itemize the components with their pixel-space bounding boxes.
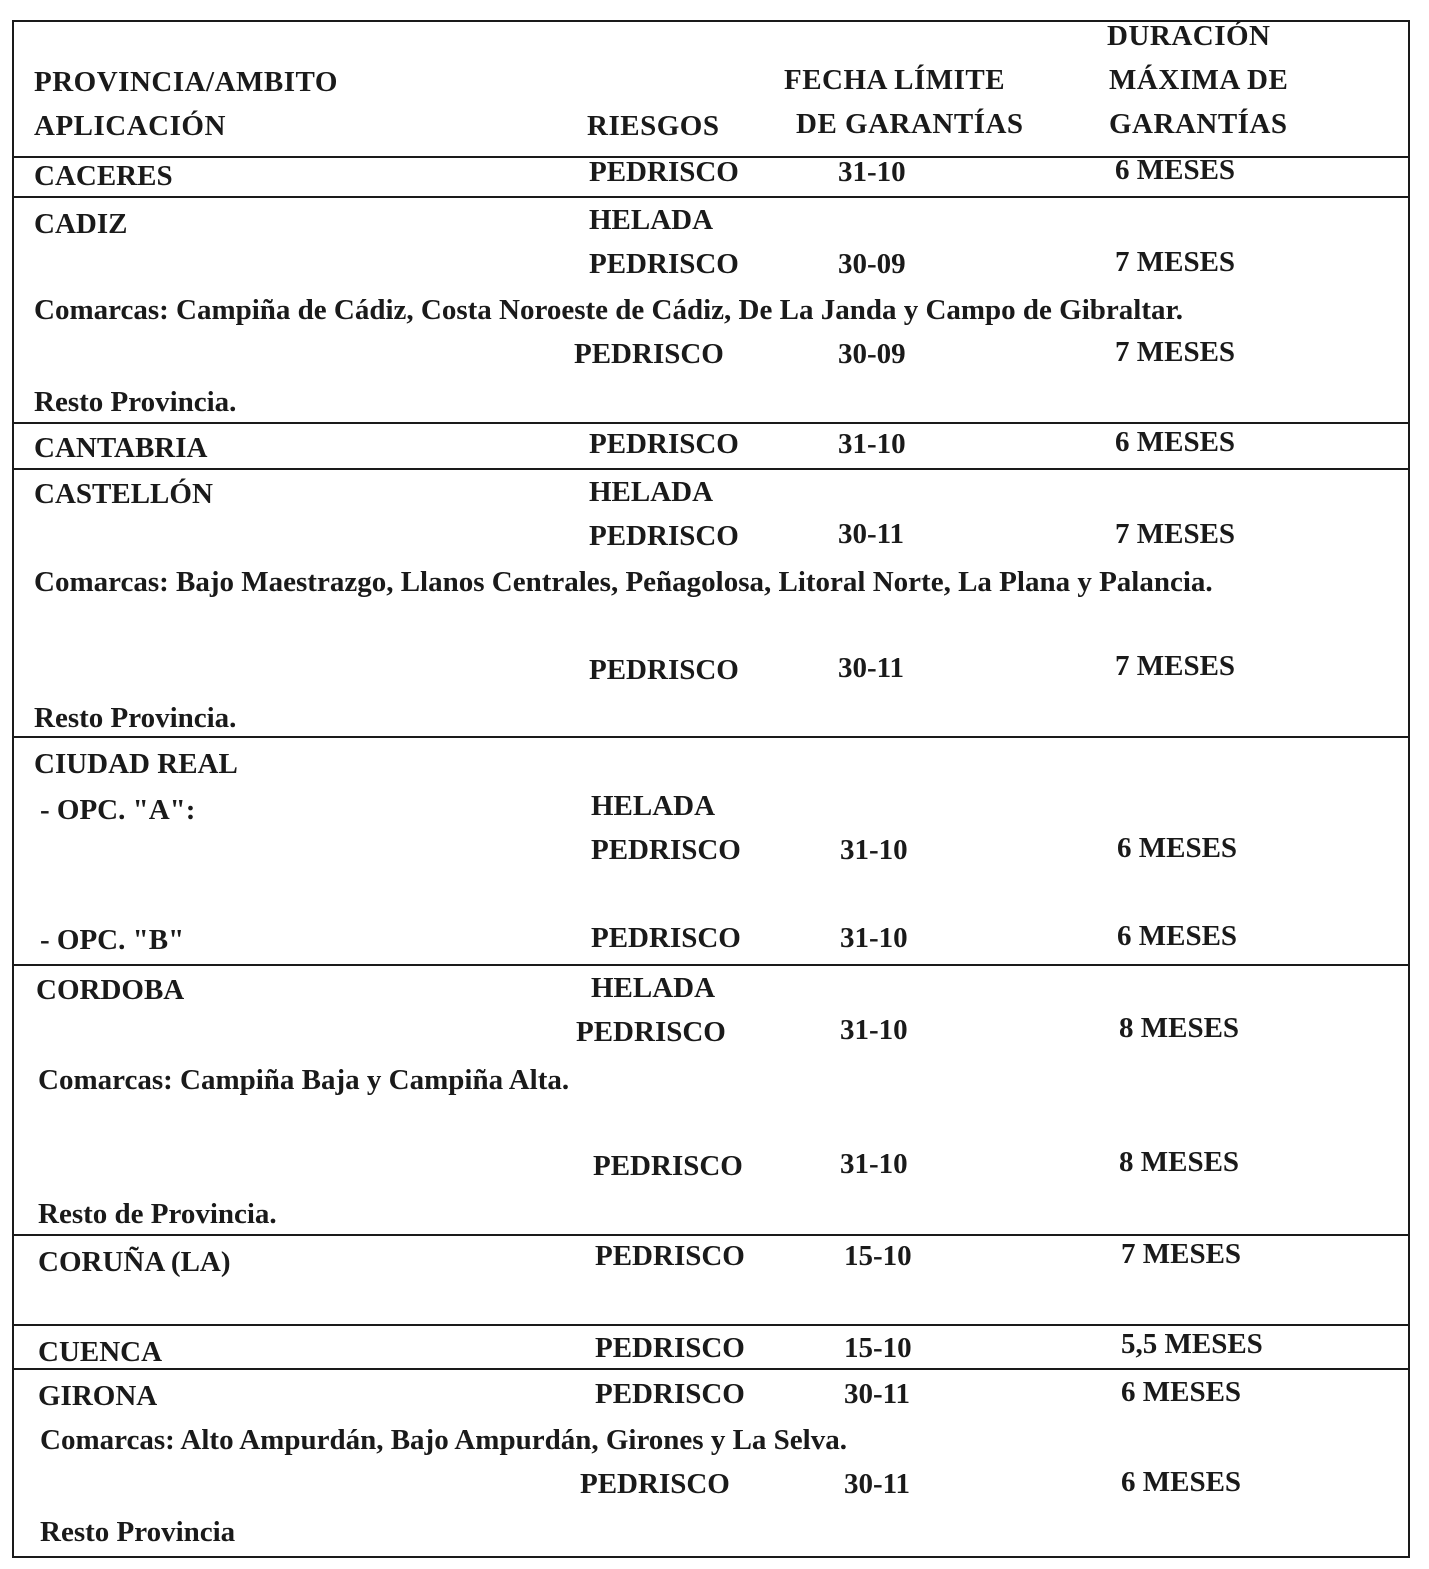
duration: 7 MESES	[1115, 650, 1236, 682]
province-castellon: CASTELLÓN	[34, 478, 213, 510]
duration: 6 MESES	[1115, 426, 1236, 458]
date-limit: 30-09	[838, 248, 906, 280]
province-girona: GIRONA	[38, 1380, 158, 1412]
risk-pedrisco: PEDRISCO	[574, 338, 724, 370]
risk-pedrisco: PEDRISCO	[580, 1468, 730, 1500]
duration: 6 MESES	[1115, 154, 1236, 186]
duration: 6 MESES	[1117, 832, 1238, 864]
date-limit: 30-11	[844, 1468, 911, 1500]
row-divider	[14, 196, 1408, 198]
risk-pedrisco: PEDRISCO	[576, 1016, 726, 1048]
row-divider	[14, 1324, 1408, 1326]
province-cantabria: CANTABRIA	[34, 432, 208, 464]
option-b-label: - OPC. "B"	[40, 924, 185, 956]
risk-pedrisco: PEDRISCO	[589, 654, 739, 686]
comarcas-text: Comarcas: Alto Ampurdán, Bajo Ampurdán, Girones y La Selva.	[40, 1424, 847, 1456]
date-limit: 15-10	[844, 1332, 912, 1364]
risk-pedrisco: PEDRISCO	[591, 834, 741, 866]
risk-pedrisco: PEDRISCO	[589, 520, 739, 552]
duration: 8 MESES	[1119, 1146, 1240, 1178]
duration: 7 MESES	[1115, 518, 1236, 550]
risk-pedrisco: PEDRISCO	[595, 1378, 745, 1410]
date-limit: 31-10	[840, 1148, 908, 1180]
duration: 7 MESES	[1121, 1238, 1242, 1270]
duration: 6 MESES	[1121, 1466, 1242, 1498]
date-limit: 31-10	[840, 834, 908, 866]
header-fecha-line1: FECHA LÍMITE	[784, 64, 1006, 96]
row-divider	[14, 1368, 1408, 1370]
risk-pedrisco: PEDRISCO	[593, 1150, 743, 1182]
risk-pedrisco: PEDRISCO	[595, 1240, 745, 1272]
header-provincia-line2: APLICACIÓN	[34, 110, 226, 142]
row-divider	[14, 1234, 1408, 1236]
duration: 8 MESES	[1119, 1012, 1240, 1044]
date-limit: 30-11	[838, 652, 905, 684]
province-cordoba: CORDOBA	[36, 974, 185, 1006]
comarcas-text: Comarcas: Bajo Maestrazgo, Llanos Centrales, Peñagolosa, Litoral Norte, La Plana y Palancia.	[34, 566, 1213, 598]
duration: 5,5 MESES	[1121, 1328, 1263, 1360]
province-cuenca: CUENCA	[38, 1336, 163, 1368]
province-ciudad-real: CIUDAD REAL	[34, 748, 238, 780]
rest-province-label: Resto Provincia	[40, 1516, 236, 1548]
date-limit: 15-10	[844, 1240, 912, 1272]
header-duracion-line2: MÁXIMA DE	[1109, 64, 1289, 96]
header-duracion-line3: GARANTÍAS	[1109, 108, 1288, 140]
comarcas-text: Comarcas: Campiña Baja y Campiña Alta.	[38, 1064, 570, 1096]
province-coruna: CORUÑA (LA)	[38, 1246, 231, 1278]
province-caceres: CACERES	[34, 160, 173, 192]
duration: 7 MESES	[1115, 336, 1236, 368]
date-limit: 30-11	[844, 1378, 911, 1410]
risk-pedrisco: PEDRISCO	[595, 1332, 745, 1364]
row-divider	[14, 736, 1408, 738]
date-limit: 31-10	[840, 1014, 908, 1046]
header-duracion-line1: DURACIÓN	[1107, 20, 1271, 52]
rest-province-label: Resto Provincia.	[34, 702, 237, 734]
guarantee-table	[12, 20, 1410, 1558]
date-limit: 30-09	[838, 338, 906, 370]
header-provincia-line1: PROVINCIA/AMBITO	[34, 66, 338, 98]
risk-pedrisco: PEDRISCO	[589, 248, 739, 280]
duration: 6 MESES	[1117, 920, 1238, 952]
header-riesgos: RIESGOS	[587, 110, 720, 142]
risk-pedrisco: PEDRISCO	[591, 922, 741, 954]
province-cadiz: CADIZ	[34, 208, 128, 240]
duration: 7 MESES	[1115, 246, 1236, 278]
comarcas-text: Comarcas: Campiña de Cádiz, Costa Noroeste de Cádiz, De La Janda y Campo de Gibraltar.	[34, 294, 1183, 326]
row-divider	[14, 422, 1408, 424]
date-limit: 31-10	[838, 156, 906, 188]
risk-pedrisco: PEDRISCO	[589, 156, 739, 188]
risk-pedrisco: PEDRISCO	[589, 428, 739, 460]
risk-helada: HELADA	[589, 204, 714, 236]
option-a-label: - OPC. "A":	[40, 794, 196, 826]
date-limit: 31-10	[840, 922, 908, 954]
risk-helada: HELADA	[591, 790, 716, 822]
risk-helada: HELADA	[589, 476, 714, 508]
rest-province-label: Resto Provincia.	[34, 386, 237, 418]
date-limit: 30-11	[838, 518, 905, 550]
risk-helada: HELADA	[591, 972, 716, 1004]
row-divider	[14, 468, 1408, 470]
rest-province-label: Resto de Provincia.	[38, 1198, 277, 1230]
duration: 6 MESES	[1121, 1376, 1242, 1408]
row-divider	[14, 964, 1408, 966]
header-fecha-line2: DE GARANTÍAS	[796, 108, 1024, 140]
date-limit: 31-10	[838, 428, 906, 460]
